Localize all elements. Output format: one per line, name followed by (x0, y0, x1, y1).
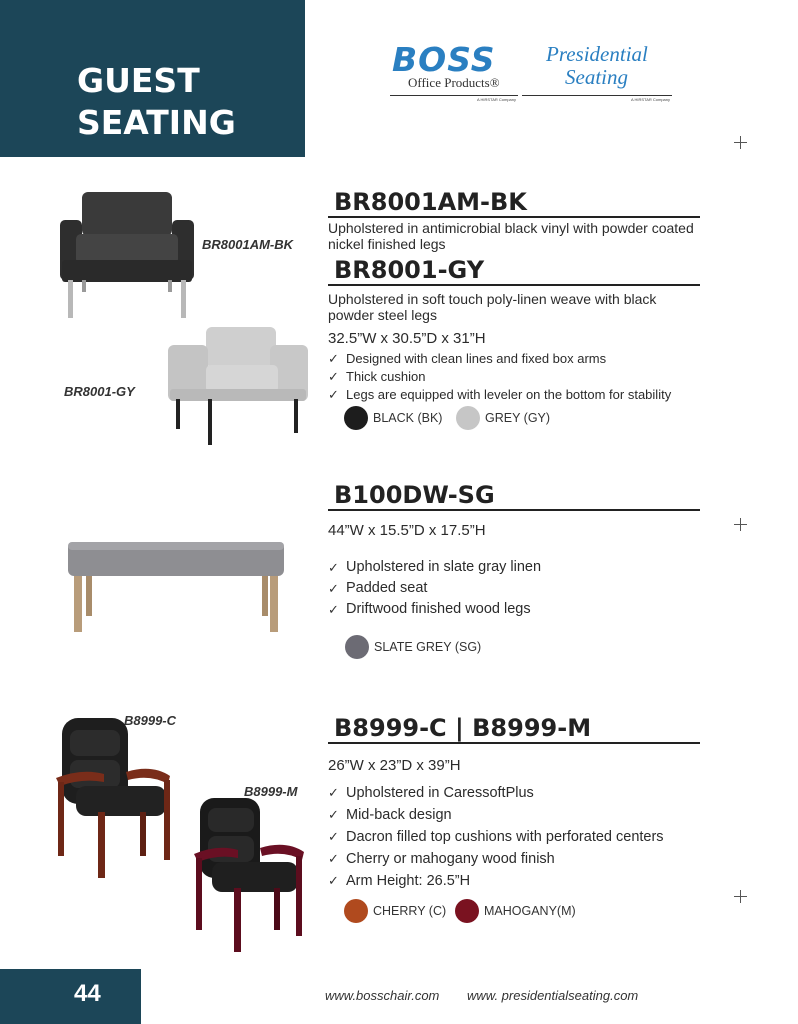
feature-item (328, 368, 671, 386)
feature-item (328, 557, 541, 578)
presidential-logo-line2: Seating (565, 65, 628, 89)
swatch-black (344, 406, 442, 430)
swatch-label: GREY (GY) (485, 411, 551, 425)
feature-item (328, 804, 664, 826)
feature-text: Upholstered in slate gray linen (346, 559, 542, 575)
br8001-gy-title: BR8001-GY (334, 256, 485, 284)
checkmark-icon: ✓ (328, 807, 339, 822)
registration-mark-icon (734, 890, 747, 903)
presidential-logo-line1: Presidential (546, 42, 648, 66)
checkmark-icon: ✓ (328, 851, 339, 866)
footer-page-block (0, 969, 141, 1024)
swatch-cherry (344, 899, 446, 923)
b8999-c-chair-image (52, 716, 178, 882)
feature-text: Cherry or mahogany wood finish (346, 851, 555, 867)
title-rule (328, 216, 700, 218)
br8001am-bk-caption: BR8001AM-BK (202, 237, 294, 252)
b100dw-sg-title: B100DW-SG (334, 481, 495, 509)
feature-text: Padded seat (346, 580, 428, 596)
feature-text: Arm Height: 26.5”H (346, 873, 471, 889)
feature-item (328, 826, 664, 848)
feature-text: Designed with clean lines and fixed box arms (346, 351, 607, 366)
feature-item (328, 350, 671, 368)
checkmark-icon: ✓ (328, 873, 339, 888)
br8001am-bk-title: BR8001AM-BK (334, 188, 527, 216)
b8999-title: B8999-C | B8999-M (334, 714, 592, 742)
page-number: 44 (74, 980, 101, 1007)
b8999-m-caption: B8999-M (244, 784, 298, 799)
checkmark-icon: ✓ (328, 581, 339, 596)
feature-text: Mid-back design (346, 807, 452, 823)
swatch-color-dot (456, 406, 480, 430)
checkmark-icon: ✓ (328, 560, 339, 575)
boss-logo-rule (390, 95, 518, 96)
b100dw-sg-bench-image (66, 540, 286, 634)
checkmark-icon: ✓ (328, 829, 339, 844)
checkmark-icon: ✓ (328, 369, 339, 384)
boss-logo-word: BOSS (392, 40, 496, 79)
swatch-color-dot (455, 899, 479, 923)
swatch-label: CHERRY (C) (373, 904, 447, 918)
br8001-gy-chair-image (166, 325, 310, 447)
boss-logo-subtitle: Office Products® (408, 75, 500, 90)
b100dw-sg-feature-list (328, 557, 541, 620)
feature-text: Dacron filled top cushions with perforated centers (346, 829, 664, 845)
swatch-grey (456, 406, 550, 430)
br8001-gy-dimensions: 32.5”W x 30.5”D x 31”H (328, 330, 486, 347)
swatch-label: SLATE GREY (SG) (374, 640, 482, 654)
swatch-mahogany (455, 899, 576, 923)
checkmark-icon: ✓ (328, 602, 339, 617)
boss-logo-tag: A HIRSTAR Company (476, 97, 516, 102)
swatch-color-dot (345, 635, 369, 659)
swatch-slate-grey (345, 635, 481, 659)
presidential-logo (522, 40, 672, 102)
feature-text: Legs are equipped with leveler on the bottom for stability (346, 387, 672, 402)
checkmark-icon: ✓ (328, 351, 339, 366)
presidential-logo-rule (522, 95, 672, 96)
title-rule (328, 284, 700, 286)
boss-logo (390, 40, 518, 102)
br8001am-bk-chair-image (58, 190, 196, 320)
feature-item (328, 599, 541, 620)
b100dw-sg-dimensions: 44”W x 15.5”D x 17.5”H (328, 522, 486, 539)
checkmark-icon: ✓ (328, 387, 339, 402)
registration-mark-icon (734, 518, 747, 531)
footer-url-presidential[interactable]: www. presidentialseating.com (467, 988, 639, 1003)
feature-item (328, 578, 541, 599)
b8999-c-caption: B8999-C (124, 713, 177, 728)
feature-text: Upholstered in CaressoftPlus (346, 785, 534, 801)
feature-text: Thick cushion (346, 369, 426, 384)
b8999-dimensions: 26”W x 23”D x 39”H (328, 757, 461, 774)
br8001-gy-caption: BR8001-GY (64, 384, 135, 399)
page-title-line2: SEATING (77, 103, 236, 142)
b8999-m-chair-image (190, 796, 310, 956)
title-rule (328, 509, 700, 511)
footer-url-boss[interactable]: www.bosschair.com (325, 988, 440, 1003)
feature-item (328, 782, 664, 804)
checkmark-icon: ✓ (328, 785, 339, 800)
b8999-feature-list (328, 782, 664, 892)
swatch-label: MAHOGANY(M) (484, 904, 576, 918)
feature-item (328, 848, 664, 870)
swatch-color-dot (344, 406, 368, 430)
swatch-label: BLACK (BK) (373, 411, 443, 425)
br8001-gy-feature-list (328, 350, 671, 404)
br8001-gy-description: Upholstered in soft touch poly-linen weave with black powder steel legs (328, 291, 657, 323)
presidential-logo-tag: A HIRSTAR Company (630, 97, 670, 102)
feature-text: Driftwood finished wood legs (346, 601, 531, 617)
page-title-line1: GUEST (77, 61, 200, 100)
br8001am-bk-description: Upholstered in antimicrobial black vinyl with powder coated nickel finished legs (328, 220, 694, 252)
swatch-color-dot (344, 899, 368, 923)
feature-item (328, 386, 671, 404)
title-rule (328, 742, 700, 744)
registration-mark-icon (734, 136, 747, 149)
feature-item (328, 870, 664, 892)
page-title (77, 60, 236, 144)
